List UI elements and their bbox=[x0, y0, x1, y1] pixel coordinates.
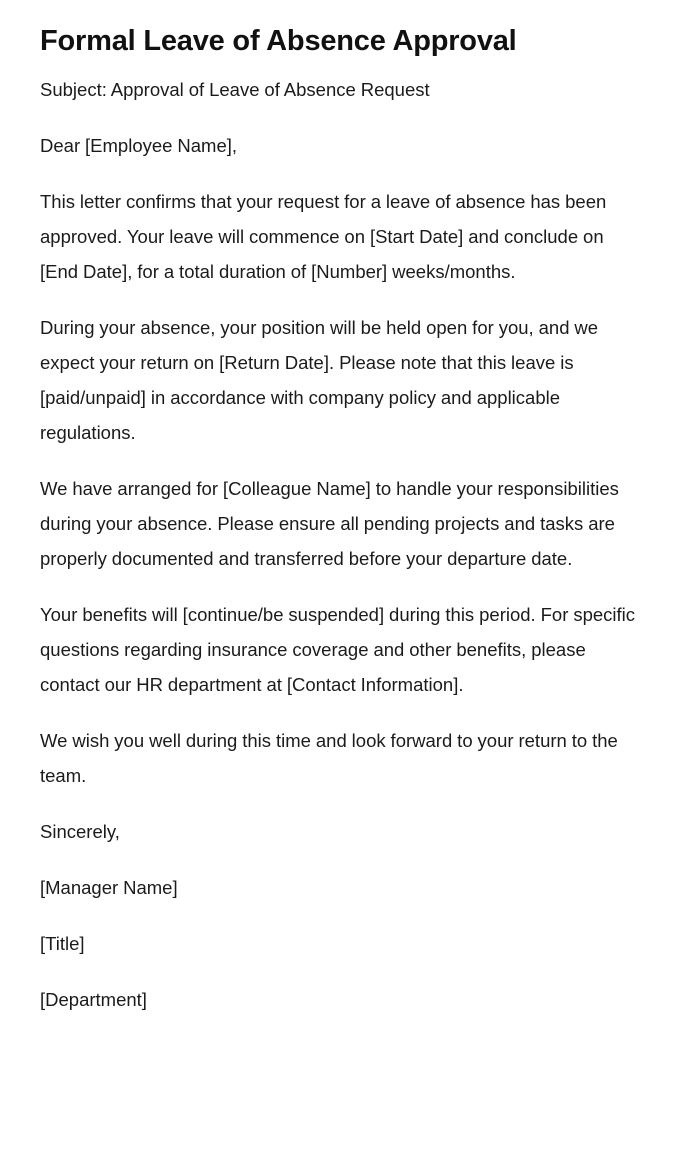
signature-title: [Title] bbox=[40, 933, 85, 954]
signature-department: [Department] bbox=[40, 989, 147, 1010]
paragraph-closing-wishes: We wish you well during this time and look forward to your return to the team. bbox=[40, 730, 618, 786]
signature-manager-name: [Manager Name] bbox=[40, 877, 178, 898]
bottom-spacer bbox=[40, 1017, 640, 1051]
paragraph-position-held: During your absence, your position will be held open for you, and we expect your return on [Return Date]. Please note that this leave is [paid/unpaid] in accordance with company policy and applicable regulations. bbox=[40, 317, 599, 443]
paragraph-benefits: Your benefits will [continue/be suspended] during this period. For specific questions regarding insurance coverage and other benefits, please contact our HR department at [Contact Information]. bbox=[40, 604, 636, 695]
paragraph-responsibilities-handover: We have arranged for [Colleague Name] to handle your responsibilities during your absence. Please ensure all pending projects and tasks are properly documented and transferred before your departure date. bbox=[40, 478, 619, 569]
page-title: Formal Leave of Absence Approval bbox=[40, 25, 517, 57]
letter-body bbox=[40, 58, 640, 1017]
paragraph-subject-line: Subject: Approval of Leave of Absence Request bbox=[40, 79, 430, 100]
signoff-sincerely: Sincerely, bbox=[40, 821, 120, 842]
paragraph-approval-confirmation: This letter confirms that your request for a leave of absence has been approved. Your leave will commence on [Start Date] and conclude on [End Date], for a total duration of [Number] weeks/months. bbox=[40, 191, 607, 282]
paragraph-salutation: Dear [Employee Name], bbox=[40, 135, 238, 156]
